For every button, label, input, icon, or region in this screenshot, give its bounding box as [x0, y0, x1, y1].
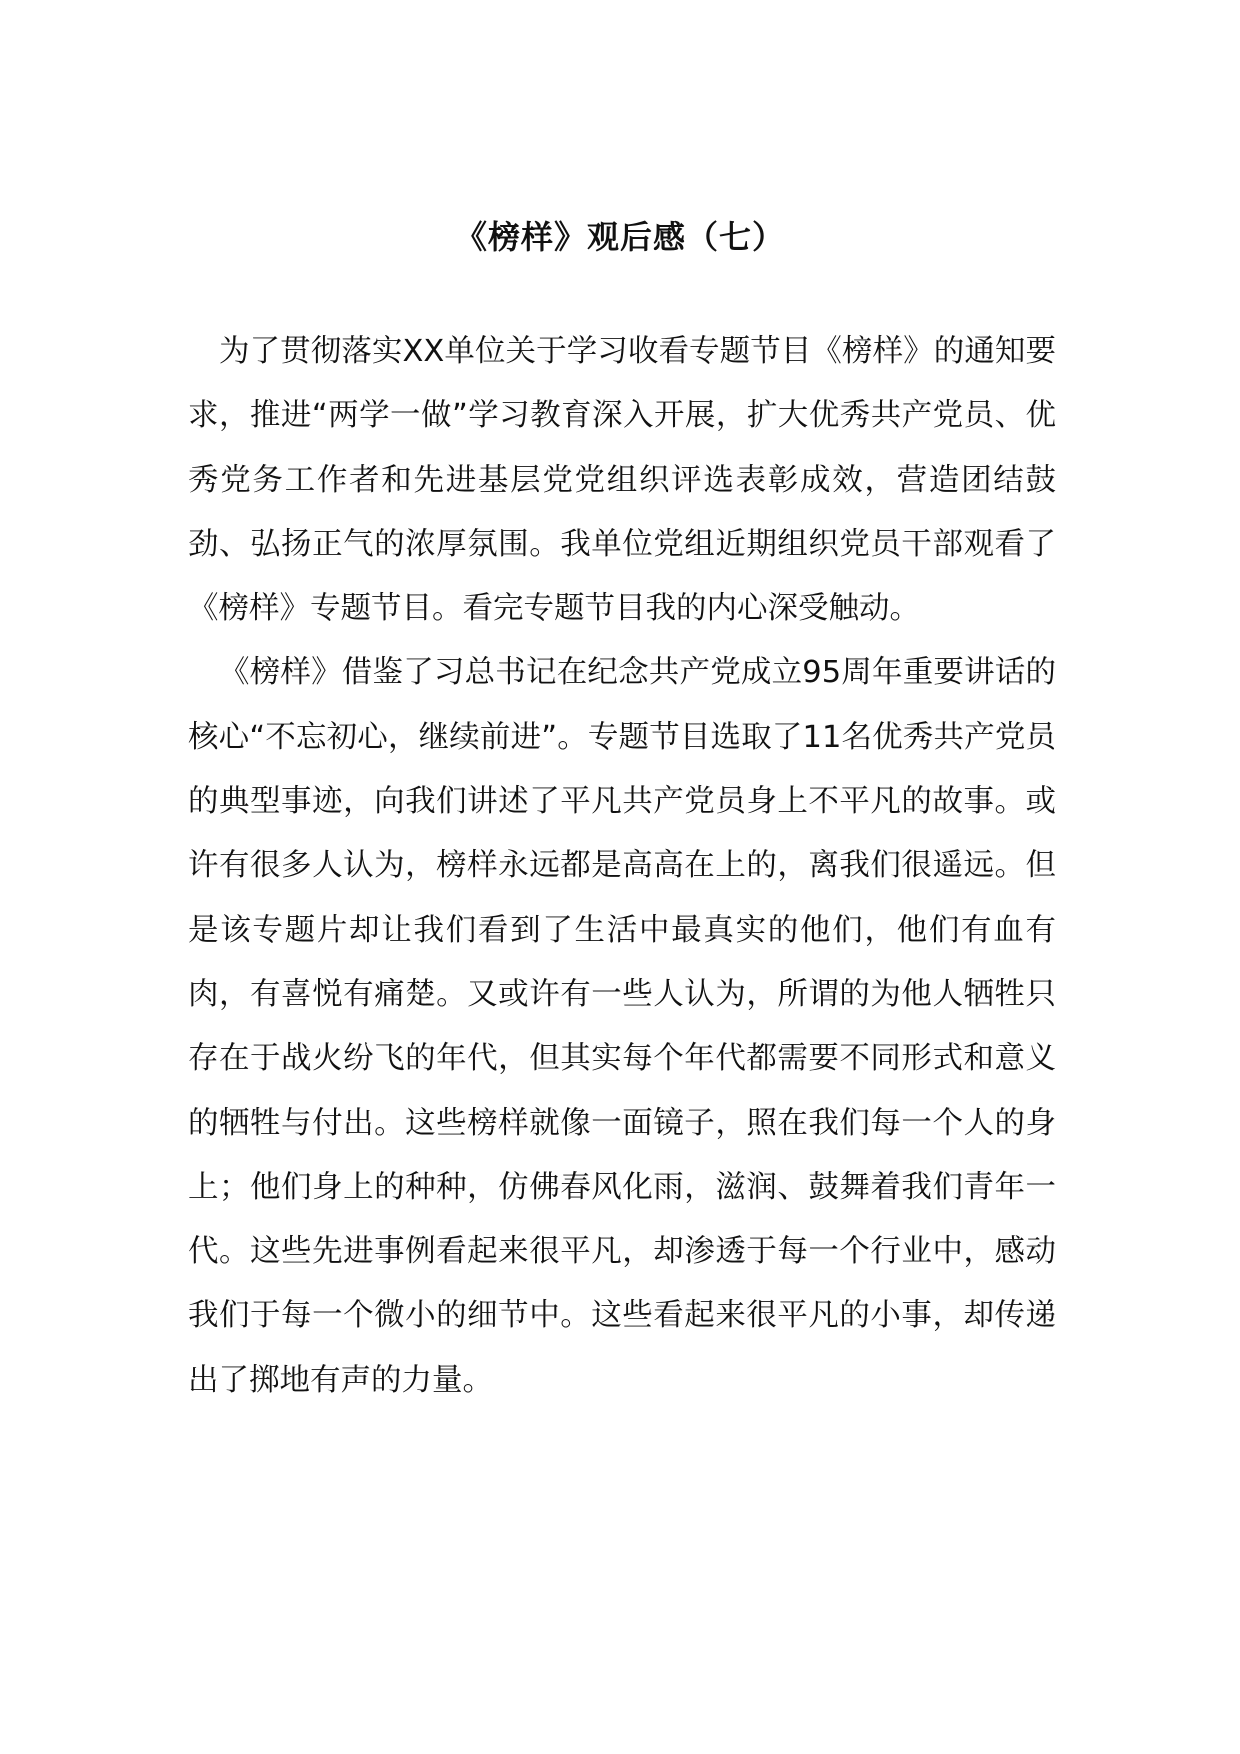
paragraph-2: 《榜样》借鉴了习总书记在纪念共产党成立95周年重要讲话的核心“不忘初心，继续前进”。专题节目选取了11名优秀共产党员的典型事迹，向我们讲述了平凡共产党员身上不平凡的故事。或许有很多人认为，榜样永远都是高高在上的，离我们很遥远。但是该专题片却让我们看到了生活中最真实的他们，他们有血有肉，有喜悦有痛楚。又或许有一些人认为，所谓的为他人牺牲只存在于战火纷飞的年代，但其实每个年代都需要不同形式和意义的牺牲与付出。这些榜样就像一面镜子，照在我们每一个人的身上；他们身上的种种，仿佛春风化雨，滋润、鼓舞着我们青年一代。这些先进事例看起来很平凡，却渗透于每一个行业中，感动我们于每一个微小的细节中。这些看起来很平凡的小事，却传递出了掷地有声的力量。: [188, 655, 1056, 1398]
paragraph-1: 为了贯彻落实XX单位关于学习收看专题节目《榜样》的通知要求，推进“两学一做”学习教育深入开展，扩大优秀共产党员、优秀党务工作者和先进基层党党组织评选表彰成效，营造团结鼓劲、弘扬正气的浓厚氛围。我单位党组近期组织党员干部观看了《榜样》专题节目。看完专题节目我的内心深受触动。: [188, 334, 1056, 627]
document-body: [188, 320, 1056, 1413]
document-title: 《榜样》观后感（七）: [454, 218, 785, 257]
